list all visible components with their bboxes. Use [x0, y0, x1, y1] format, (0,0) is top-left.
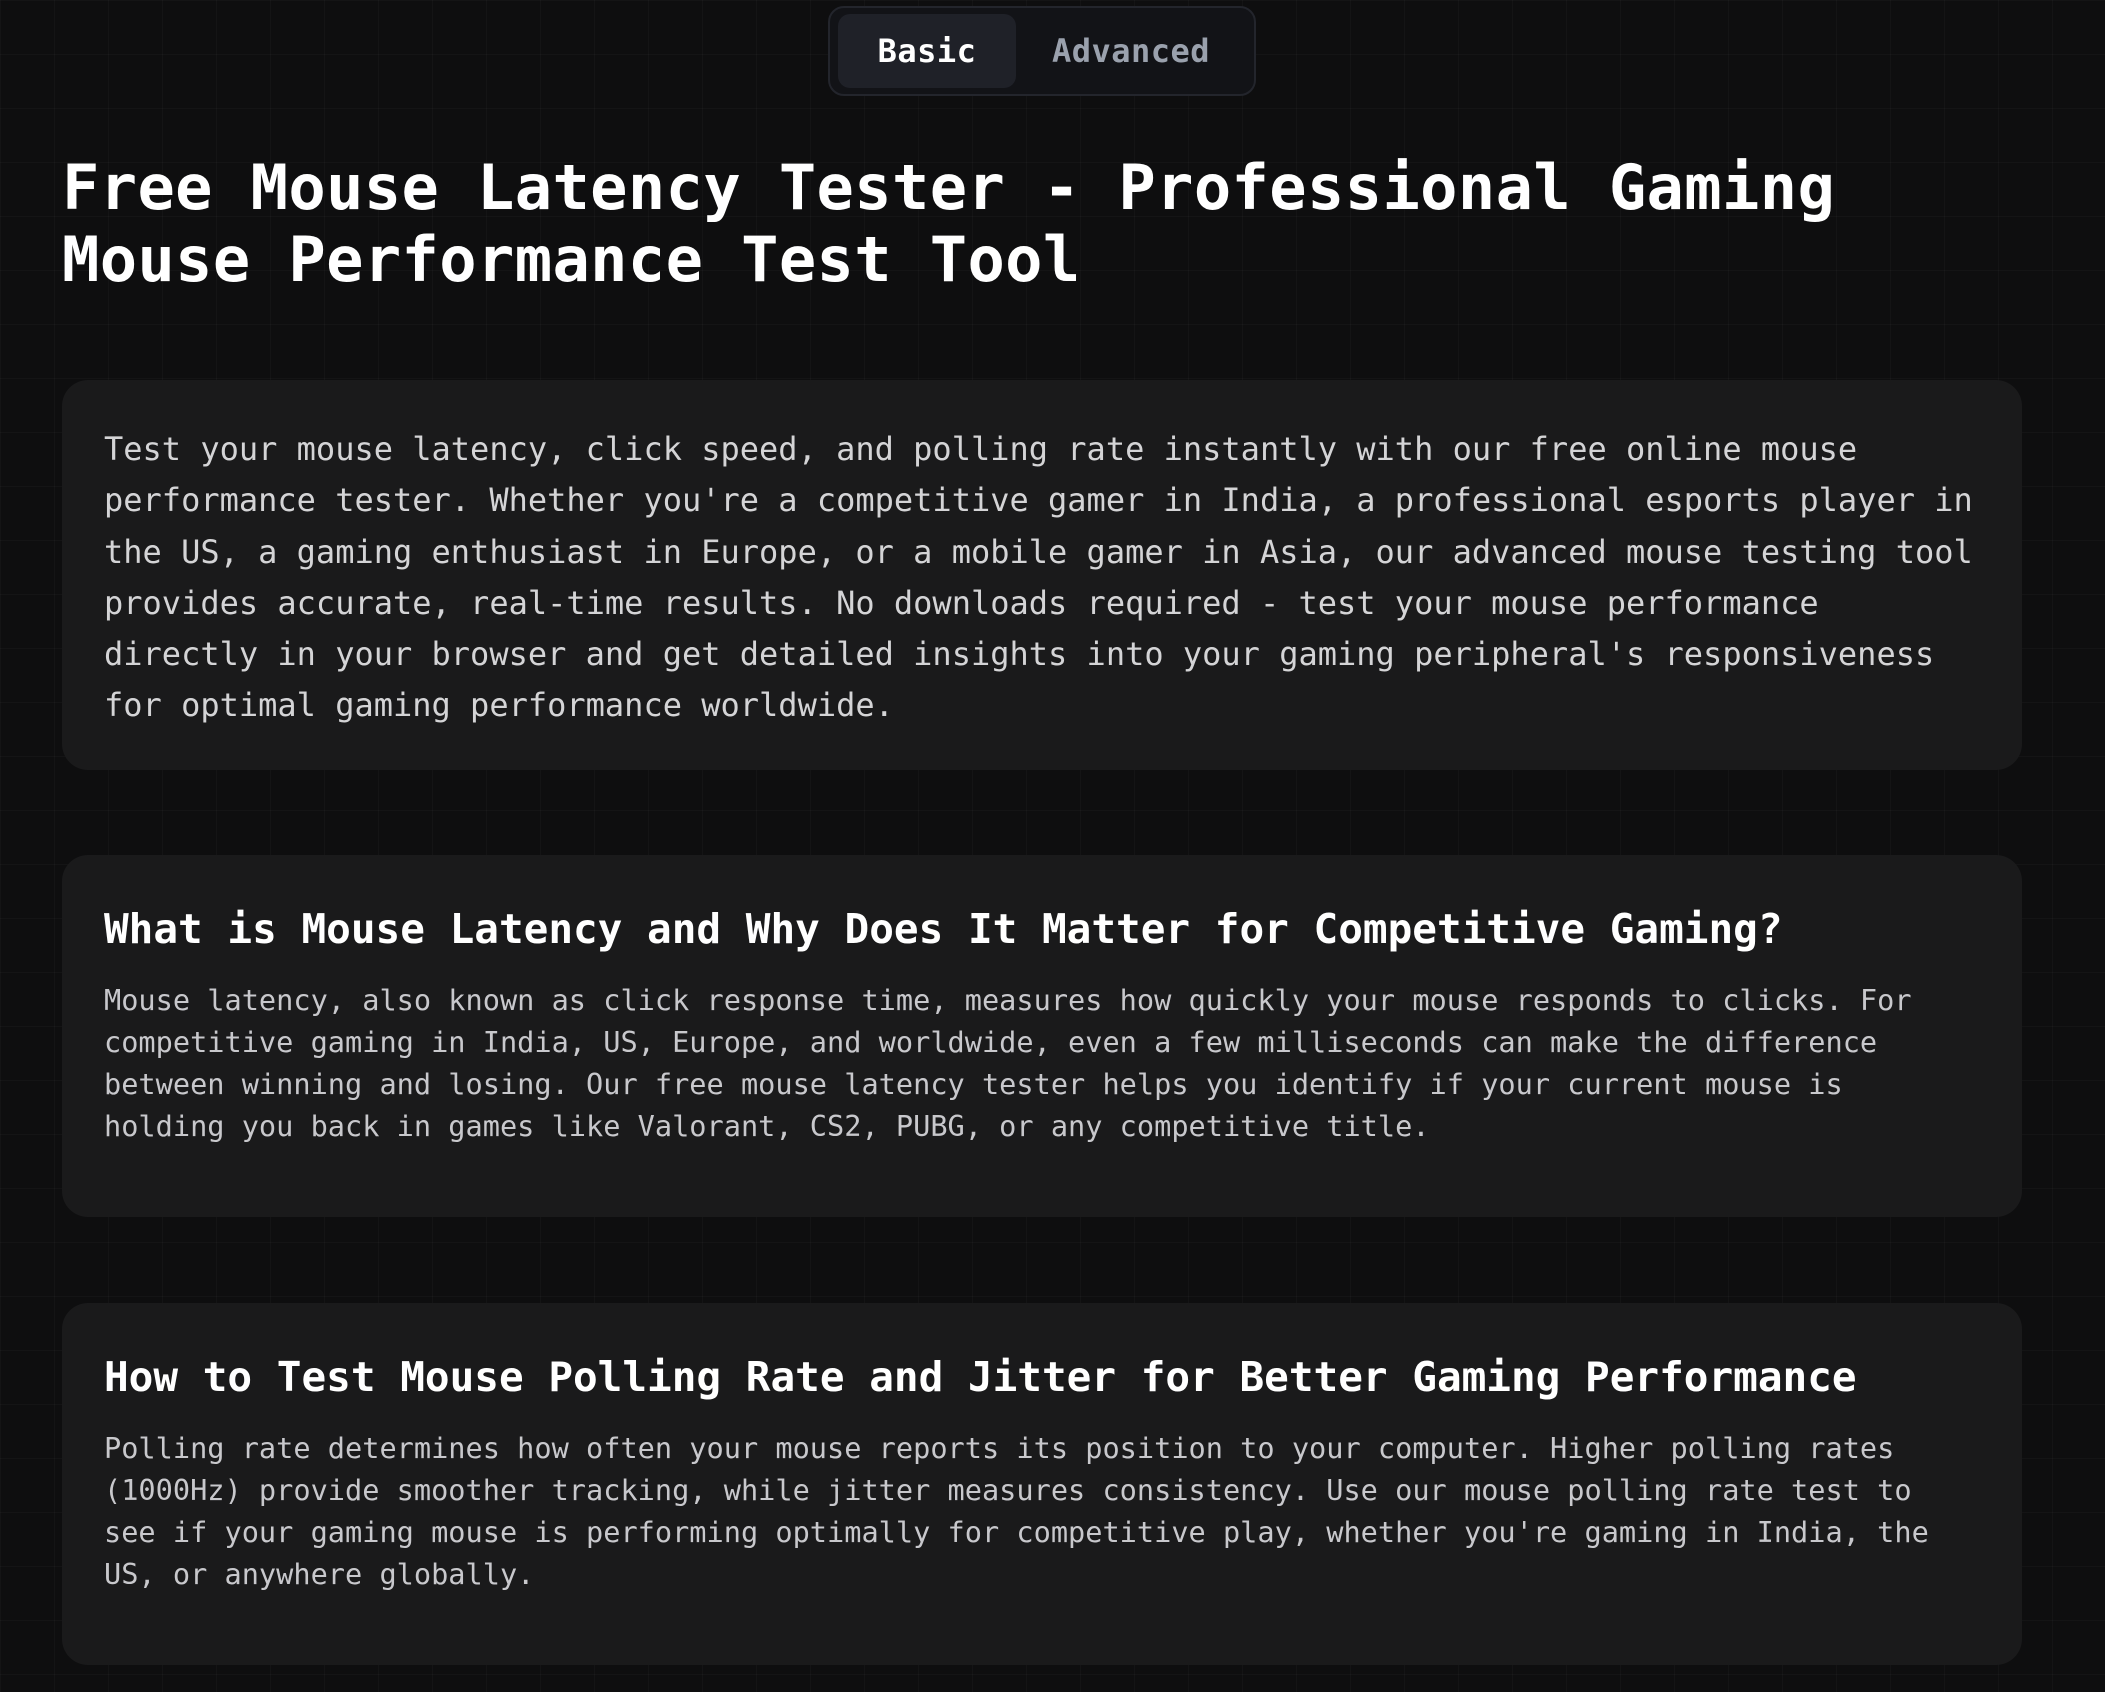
mode-toggle	[828, 6, 1256, 96]
intro-card	[62, 380, 2022, 770]
polling-rate-heading: How to Test Mouse Polling Rate and Jitter for Better Gaming Performance	[104, 1353, 1857, 1401]
intro-text: Test your mouse latency, click speed, and polling rate instantly with our free online mouse performance tester. Whether you're a competitive gamer in India, a professional esports player in the US, a gaming enthusiast in Europe, or a mobile gamer in Asia, our advanced mouse testing tool provides accurate, real-time results. No downloads required - test your mouse performance directly in your browser and get detailed insights into your gaming peripheral's responsiveness for optimal gaming performance worldwide.	[104, 430, 1973, 725]
mouse-latency-heading: What is Mouse Latency and Why Does It Matter for Competitive Gaming?	[104, 905, 1783, 953]
page-title: Free Mouse Latency Tester - Professional Gaming Mouse Performance Test Tool	[62, 151, 1836, 296]
polling-rate-text: Polling rate determines how often your mouse reports its position to your computer. Higher polling rates (1000Hz) provide smoother tracking, while jitter measures consistency. Use our mouse polling rate test to see if your gaming mouse is performing optimally for competitive play, whether you're gaming in India, the US, or anywhere globally.	[104, 1431, 1929, 1591]
mouse-latency-text: Mouse latency, also known as click response time, measures how quickly your mouse responds to clicks. For competitive gaming in India, US, Europe, and worldwide, even a few milliseconds can make the difference between winning and losing. Our free mouse latency tester helps you identify if your current mouse is holding you back in games like Valorant, CS2, PUBG, or any competitive title.	[104, 983, 1912, 1143]
advanced-mode-button[interactable]: Advanced	[1051, 32, 1211, 70]
polling-rate-section	[62, 1303, 2022, 1665]
mouse-latency-section	[62, 855, 2022, 1217]
basic-mode-button[interactable]: Basic	[838, 14, 1016, 88]
